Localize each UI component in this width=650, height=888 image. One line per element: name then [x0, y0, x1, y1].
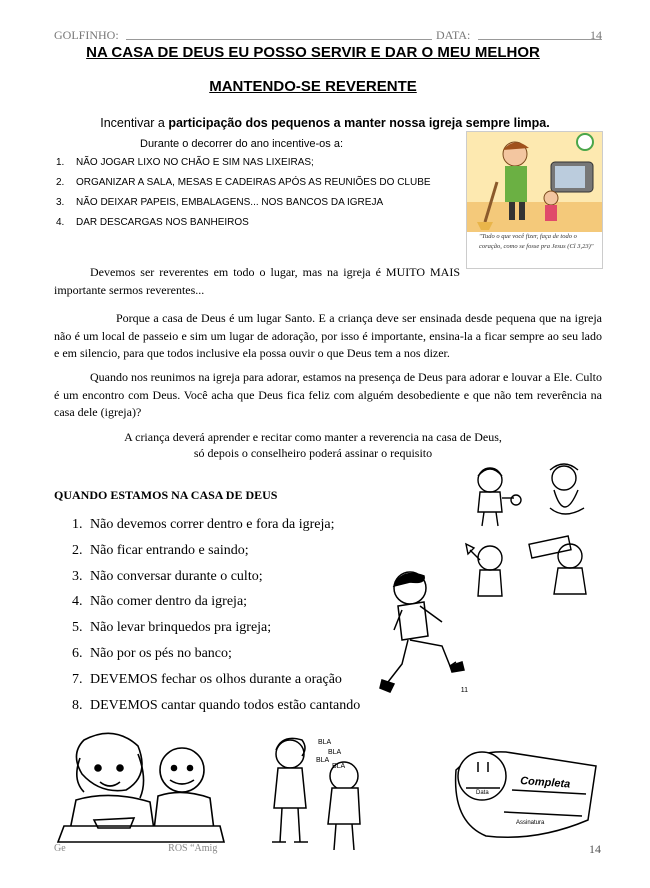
- list-item: [72, 671, 360, 697]
- rules-list: [56, 155, 431, 235]
- header-page-number: 14: [590, 28, 602, 42]
- list-item: [72, 568, 360, 594]
- item-number: 4.: [56, 217, 65, 228]
- item-number: 2.: [72, 542, 83, 558]
- center-line-2: só depois o conselheiro poderá assinar o requisito: [193, 446, 433, 460]
- golfinho-label: GOLFINHO:: [54, 28, 119, 42]
- list-item: [56, 155, 431, 175]
- item-text: NÃO JOGAR LIXO NO CHÃO E SIM NAS LIXEIRAS;: [76, 157, 314, 168]
- bla-text: BLA: [318, 739, 332, 746]
- item-number: 3.: [56, 197, 65, 208]
- kids-eating-illustration: [54, 730, 226, 860]
- center-line-1: A criança deverá aprender e recitar como manter a reverencia na casa de Deus,: [124, 430, 502, 444]
- list-item: [72, 516, 360, 542]
- item-text: DEVEMOS cantar quando todos estão cantando: [90, 697, 361, 713]
- paragraph-2-text: Porque a casa de Deus é um lugar Santo. E a criança deve ser ensinada desde pequena que na igreja não é um local de passeio e sim um lugar de adoração, por isso é importante, ensina-la a ficar sempre ao seu lado e em silencio, para que todos inclusive ela possa ouvir o que Deus tem a nos dizer.: [54, 311, 602, 360]
- running-boy-illustration: [380, 566, 466, 702]
- during-text: Durante o decorrer do ano incentive-os a:: [140, 138, 344, 150]
- item-number: 3.: [72, 568, 83, 584]
- intro-bold: participação dos pequenos a manter nossa igreja sempre limpa.: [168, 116, 550, 130]
- list-item: [72, 593, 360, 619]
- paragraph-1: [54, 264, 460, 299]
- paragraph-3: [54, 369, 602, 422]
- intro-prefix: Incentivar a: [100, 116, 169, 130]
- paragraph-3-text: Quando nos reunimos na igreja para adorar, estamos na presença de Deus para adorar e louvar a Ele. Culto é um encontro com Deus. Você acha que Deus fica feliz com alguém desobediente e que não tem reverência na casa dele (igreja)?: [54, 370, 602, 419]
- bla-text: BLA: [316, 757, 330, 764]
- list-item: [56, 195, 431, 215]
- item-number: 1.: [72, 517, 83, 532]
- footer-text: Ge ROS “Amig: [54, 843, 218, 854]
- item-number: 2.: [56, 177, 65, 188]
- cleaning-illustration: [466, 131, 603, 269]
- runner-number: 11: [460, 687, 468, 694]
- item-number: 6.: [72, 645, 83, 661]
- bla-text: BLA: [332, 763, 346, 770]
- data-fill-line: [478, 39, 602, 40]
- item-text: DAR DESCARGAS NOS BANHEIROS: [76, 217, 249, 228]
- item-number: 4.: [72, 594, 83, 610]
- item-text: Não levar brinquedos pra igreja;: [90, 620, 272, 636]
- item-number: 5.: [72, 620, 83, 636]
- item-text: NÃO DEIXAR PAPEIS, EMBALAGENS... NOS BANCOS DA IGREJA: [76, 197, 384, 208]
- list-item: [72, 645, 360, 671]
- item-number: 7.: [72, 671, 83, 687]
- card-assinatura: Assinatura: [516, 820, 545, 826]
- section-title: QUANDO ESTAMOS NA CASA DE DEUS: [54, 488, 278, 502]
- footer-page-number: 14: [589, 842, 601, 856]
- list-item: [72, 697, 360, 723]
- data-label: DATA:: [436, 28, 471, 42]
- item-number: 1.: [56, 157, 65, 168]
- intro-text: [0, 116, 650, 130]
- reverence-list: [72, 516, 360, 722]
- card-completa: Completa: [519, 775, 571, 791]
- item-text: Não ficar entrando e saindo;: [90, 542, 249, 558]
- item-text: Não conversar durante o culto;: [90, 568, 263, 584]
- page-header: [54, 28, 602, 44]
- illustration-verse: "Tudo o que você fizer, faça de todo o coração, como se fosse pra Jesus (Cl 3,23)": [479, 233, 594, 250]
- list-item: [72, 619, 360, 645]
- kids-talking-illustration: [262, 724, 372, 858]
- item-text: Não devemos correr dentro e fora da igreja;: [90, 517, 335, 532]
- paragraph-1-text: Devemos ser reverentes em todo o lugar, mas na igreja é MUITO MAIS importante sermos reverentes...: [54, 265, 460, 297]
- golfinho-fill-line: [126, 39, 432, 40]
- list-item: [56, 175, 431, 195]
- page-title: NA CASA DE DEUS EU POSSO SERVIR E DAR O MEU MELHOR: [86, 44, 540, 61]
- item-text: DEVEMOS fechar os olhos durante a oração: [90, 671, 342, 687]
- item-text: Não comer dentro da igreja;: [90, 594, 248, 610]
- card-data: Data: [476, 790, 489, 796]
- item-text: ORGANIZAR A SALA, MESAS E CADEIRAS APÓS AS REUNIÕES DO CLUBE: [76, 177, 431, 188]
- bla-text: BLA: [328, 749, 342, 756]
- list-item: [72, 542, 360, 568]
- page-subtitle: MANTENDO-SE REVERENTE: [209, 78, 417, 95]
- kids-playing-illustration: [466, 464, 602, 608]
- completion-card: [446, 742, 602, 848]
- item-number: 8.: [72, 697, 83, 713]
- item-text: Não por os pés no banco;: [90, 645, 232, 661]
- paragraph-2: [54, 310, 602, 363]
- list-item: [56, 215, 431, 235]
